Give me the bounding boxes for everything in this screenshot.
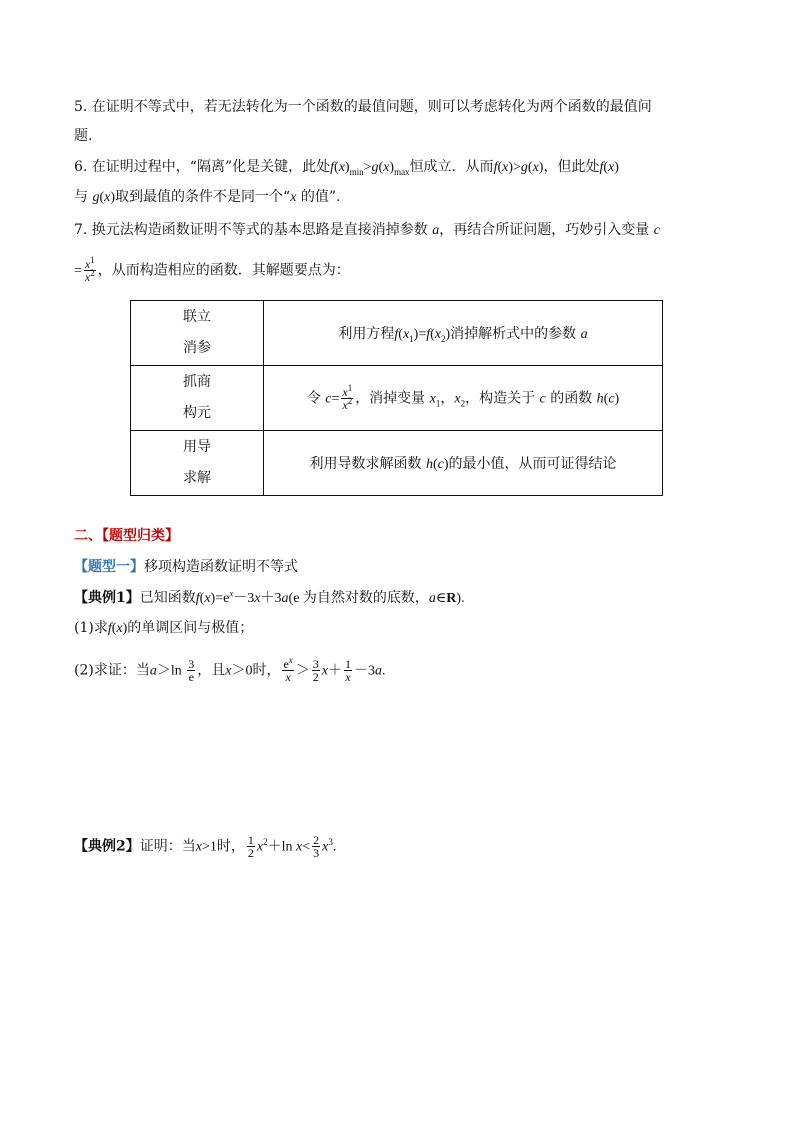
example-1-statement: 【典例1】已知函数$f(x)=e^x-3x+3a(e$ 为自然对数的底数，a∈R). xyxy=(74,588,465,606)
table-row xyxy=(131,301,663,366)
key-points-table xyxy=(130,300,663,496)
table-row xyxy=(131,366,663,431)
point-6-line1: 6. 在证明过程中，“隔离”化是关键，此处$f(x)_{min}>g(x)_{max}$恒成立．从而f(x)>g(x)，但此处f(x) xyxy=(74,159,619,177)
example-1-part-2: (2)求证：当a＞ln $\frac{3}{e}$ ，且x＞0时， $\frac{e^x}{x}$ ＞ $\frac{3}{2}$ x＋ $\frac{1}{x}$ －3a. xyxy=(74,655,386,684)
table-row xyxy=(131,431,663,496)
desc-cell: 利用导数求解函数 h(c)的最小值，从而可证得结论 xyxy=(264,431,663,496)
example-1-part-1: (1)求f(x)的单调区间与极值； xyxy=(74,620,254,636)
point-7-line2: = $\frac{x^1}{x^2}$ ，从而构造相应的函数．其解题要点为： xyxy=(74,255,350,284)
point-5-line1: 5. 在证明不等式中，若无法转化为一个函数的最值问题，则可以考虑转化为两个函数的最值问 xyxy=(74,99,652,115)
point-6-line2: 与 g(x)取到最值的条件不是同一个“x 的值”. xyxy=(74,189,341,205)
point-7-line1: 7. 换元法构造函数证明不等式的基本思路是直接消掉参数 a，再结合所证问题，巧妙引入变量 c xyxy=(74,222,660,238)
section-heading: 二、【题型归类】 xyxy=(74,528,179,544)
type-heading: 【题型一】移项构造函数证明不等式 xyxy=(74,559,298,575)
desc-cell: 令 c= $\frac{x^1}{x^2}$ ，消掉变量 $x_1$，$x_2$，构造关于 c 的函数 h(c) xyxy=(264,366,663,431)
step-cell: 用导 求解 xyxy=(131,431,264,496)
step-cell: 联立 消参 xyxy=(131,301,264,366)
point-5-line2: 题. xyxy=(74,128,93,144)
desc-cell: 利用方程$f(x_1)=f(x_2)$消掉解析式中的参数 a xyxy=(264,301,663,366)
example-2-statement: 【典例2】证明：当x>1时， $\frac{1}{2}$ $x^2+\ln$ x< $\frac{2}{3}$ $x^3$. xyxy=(74,833,337,860)
step-cell: 抓商 构元 xyxy=(131,366,264,431)
